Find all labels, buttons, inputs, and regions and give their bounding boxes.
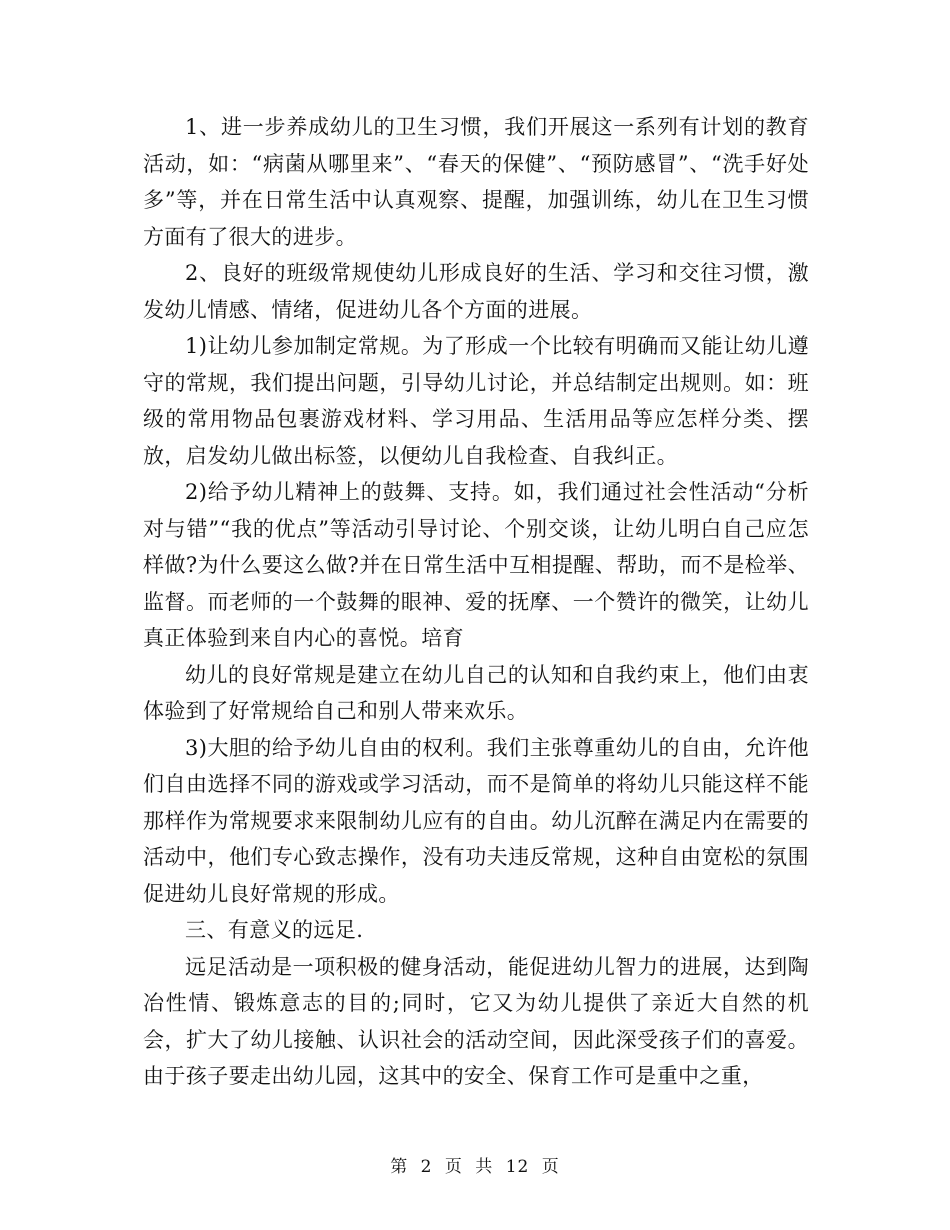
footer-total-pages: 12: [505, 1157, 530, 1177]
footer-page-unit: 页: [444, 1157, 463, 1177]
paragraph-outing: 远足活动是一项积极的健身活动，能促进幼儿智力的进展，达到陶冶性情、锻炼意志的目的;同时，它又为幼儿提供了亲近大自然的机会，扩大了幼儿接触、认识社会的活动空间，因此深受孩子们的喜爱。由于孩子要走出幼儿园，这其中的安全、保育工作可是重中之重，: [143, 954, 809, 1088]
paragraph-freedom: 3)大胆的给予幼儿自由的权利。我们主张尊重幼儿的自由，允许他们自由选择不同的游戏或学习活动，而不是简单的将幼儿只能这样不能那样作为常规要求来限制幼儿应有的自由。幼儿沉醉在满足内在需要的活动中，他们专心致志操作，没有功夫违反常规，这种自由宽松的氛围促进幼儿良好常规的形成。: [143, 735, 809, 906]
section-heading-outing: 三、有意义的远足.: [185, 918, 364, 942]
paragraph-class-routine: 2、良好的班级常规使幼儿形成良好的生活、学习和交往习惯，激发幼儿情感、情绪，促进幼儿各个方面的进展。: [143, 261, 809, 322]
footer-total-unit: 页: [541, 1157, 560, 1177]
page-footer: [0, 1152, 950, 1177]
paragraph-hygiene-habits: 1、进一步养成幼儿的卫生习惯，我们开展这一系列有计划的教育活动，如：“病菌从哪里来”、“春天的保健”、“预防感冒”、“洗手好处多”等，并在日常生活中认真观察、提醒，加强训练，幼儿在卫生习惯方面有了很大的进步。: [143, 115, 809, 249]
document-body: [143, 109, 809, 1095]
paragraph-encouragement: 2)给予幼儿精神上的鼓舞、支持。如，我们通过社会性活动“分析对与错”“我的优点”等活动引导讨论、个别交谈，让幼儿明白自己应怎样做?为什么要这么做?并在日常生活中互相提醒、帮助，而不是检举、监督。而老师的一个鼓舞的眼神、爱的抚摩、一个赞许的微笑，让幼儿真正体验到来自内心的喜悦。培育: [143, 480, 809, 650]
footer-total-label: 共: [475, 1157, 494, 1177]
footer-current-page: 2: [420, 1157, 433, 1177]
footer-page-label: 第: [390, 1157, 409, 1177]
paragraph-self-discipline: 幼儿的良好常规是建立在幼儿自己的认知和自我约束上，他们由衷体验到了好常规给自己和别人带来欢乐。: [143, 662, 809, 723]
paragraph-rule-making: 1)让幼儿参加制定常规。为了形成一个比较有明确而又能让幼儿遵守的常规，我们提出问题，引导幼儿讨论，并总结制定出规则。如：班级的常用物品包裹游戏材料、学习用品、生活用品等应怎样分类、摆放，启发幼儿做出标签，以便幼儿自我检查、自我纠正。: [143, 334, 809, 468]
